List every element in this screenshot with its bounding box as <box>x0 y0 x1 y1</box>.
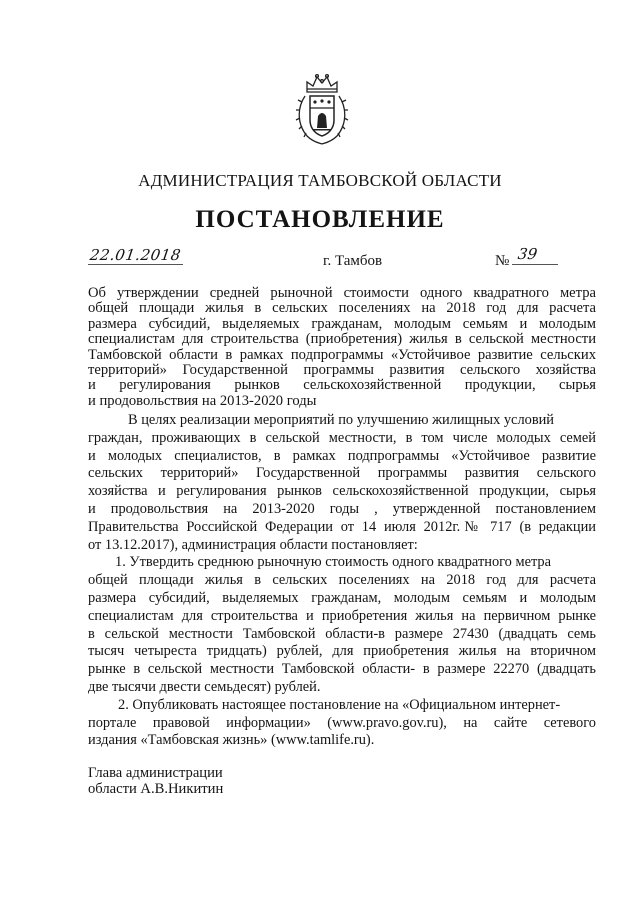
clause-1-line: размера субсидий, выделяемых гражданам, молодым семьям и молодым <box>88 589 596 606</box>
signature-block <box>88 765 223 797</box>
preamble-line: и продовольствия на 2013-2020 годы , утвержденной постановлением <box>88 500 596 517</box>
signature-position: Глава администрации <box>88 765 223 781</box>
clause-2-line: издания «Тамбовская жизнь» (www.tamlife.ru). <box>88 732 375 749</box>
clause-1-line: две тысячи двести семьдесят) рублей. <box>88 678 321 695</box>
date-underline <box>88 264 183 265</box>
document-subject <box>88 286 596 409</box>
document-city: г. Тамбов <box>323 253 383 269</box>
subject-line: Тамбовской области в рамках подпрограммы «Устойчивое развитие сельских <box>88 346 596 363</box>
document-number: 39 <box>516 245 539 263</box>
preamble-line: граждан, проживающих в сельской местности, в том числе молодых семей <box>88 429 596 446</box>
subject-line: общей площади жилья в сельских поселениях на 2018 год для расчета <box>88 300 596 317</box>
document-body <box>88 412 596 750</box>
subject-line: территорий» Государственной программы развития сельского хозяйства <box>88 362 596 379</box>
preamble-line: хозяйства и регулирования рынков сельскохозяйственной продукции, сырья <box>88 483 596 500</box>
subject-line: размера субсидий, выделяемых гражданам, молодым семьям и молодым <box>88 315 596 332</box>
clause-2-line: 2. Опубликовать настоящее постановление на «Официальном интернет- <box>118 696 561 713</box>
coat-of-arms-icon <box>293 72 351 146</box>
document-type-title: ПОСТАНОВЛЕНИЕ <box>195 206 445 233</box>
clause-1-line: в сельской местности Тамбовской области-в размере 27430 (двадцать семь <box>88 625 596 642</box>
preamble-line: от 13.12.2017), администрация области постановляет: <box>88 536 418 553</box>
subject-line: специалистам для строительства (приобретения) жилья в сельской местности <box>88 331 596 348</box>
clause-1-line: тысяч четыреста тридцать) рублей, для приобретения жилья на вторичном <box>88 643 596 660</box>
subject-line: и продовольствия на 2013-2020 годы <box>88 392 317 409</box>
organization-name: АДМИНИСТРАЦИЯ ТАМБОВСКОЙ ОБЛАСТИ <box>138 171 502 190</box>
clause-1-line: рынке в сельской местности Тамбовской области- в размере 22270 (двадцать <box>88 661 596 678</box>
preamble-line: и молодых специалистов, в рамках подпрограммы «Устойчивое развитие <box>88 447 596 464</box>
preamble-line: сельских территорий» Государственной программы развития сельского <box>88 465 596 482</box>
preamble-line: Правительства Российской Федерации от 14 июля 2012г.№ 717 (в редакции <box>88 518 596 535</box>
signature-name: области А.В.Никитин <box>88 781 224 797</box>
clause-1-line: специалистам для строительства и приобретения жилья на первичном рынке <box>88 607 596 624</box>
clause-1-line: 1. Утвердить среднюю рыночную стоимость одного квадратного метра <box>115 554 552 571</box>
document-date: 22.01.2018 <box>88 246 183 264</box>
preamble-line: В целях реализации мероприятий по улучшению жилищных условий <box>128 412 555 428</box>
subject-line: и регулирования рынков сельскохозяйственной продукции, сырья <box>88 377 596 394</box>
document-number-label: № <box>495 253 510 269</box>
clause-1-line: общей площади жилья в сельских поселениях на 2018 год для расчета <box>88 572 596 589</box>
clause-2-line: портале правовой информации» (www.pravo.gov.ru), на сайте сетевого <box>88 714 596 731</box>
number-underline <box>512 264 558 265</box>
subject-line: Об утверждении средней рыночной стоимости одного квадратного метра <box>88 285 596 301</box>
